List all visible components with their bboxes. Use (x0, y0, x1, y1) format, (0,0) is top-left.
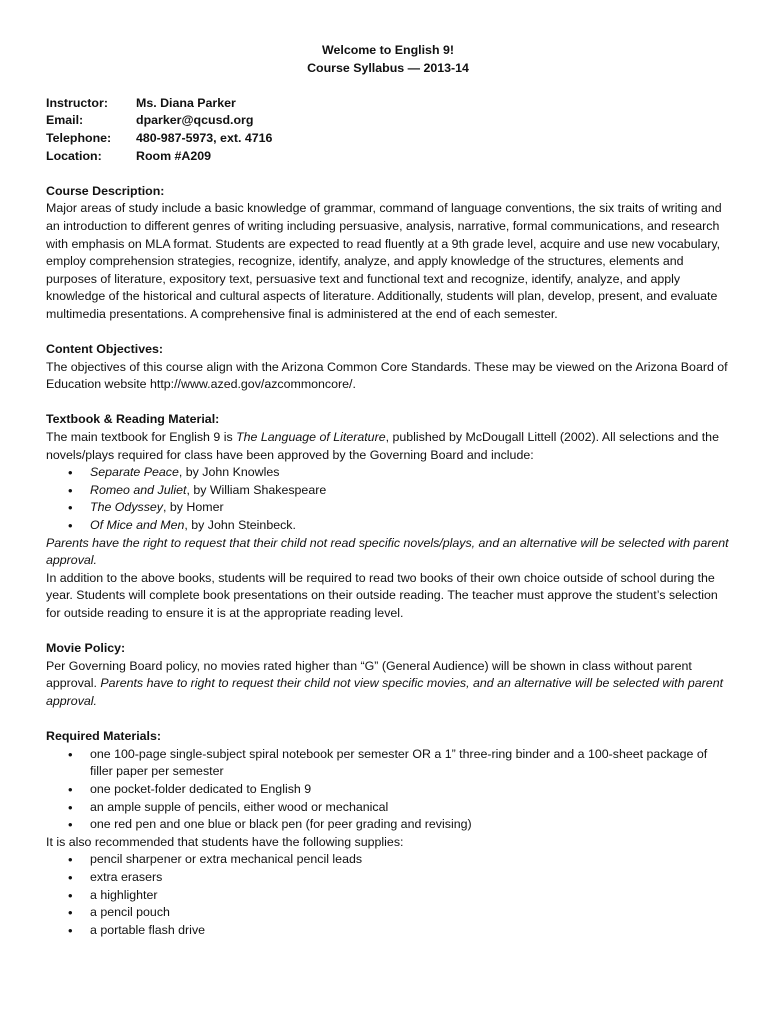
book-author: , by John Steinbeck. (184, 518, 296, 533)
title-line-1: Welcome to English 9! (322, 43, 454, 57)
info-label: Telephone: (46, 130, 112, 145)
book-author: , by John Knowles (178, 465, 280, 480)
book-title: Romeo and Juliet (90, 482, 187, 497)
recommended-intro: It is also recommended that students have the following supplies: (46, 834, 404, 849)
textbook-heading: Textbook & Reading Material: (46, 412, 220, 427)
title-line-2: Course Syllabus — 2013-14 (307, 60, 469, 75)
supplies-list-item: • pencil sharpener or extra mechanical pencil leads (46, 851, 730, 869)
course-description-heading: Course Description: (46, 183, 165, 198)
textbook-intro (46, 429, 730, 464)
required-materials-heading: Required Materials: (46, 729, 161, 744)
info-value: 480-987-5973, ext. 4716 (136, 130, 273, 145)
textbook-title: The Language of Literature (236, 430, 386, 445)
textbook-intro-before: The main textbook for English 9 is (46, 430, 237, 445)
recommended-supplies-list (46, 851, 730, 939)
instructor-info (46, 95, 730, 165)
materials-list-item: • one red pen and one blue or black pen (for peer grading and revising) (46, 816, 730, 834)
required-materials-list (46, 746, 730, 834)
book-title: Separate Peace (90, 465, 179, 480)
course-description-section (46, 183, 730, 324)
materials-list-item: • one pocket-folder dedicated to English 9 (46, 781, 730, 799)
book-title: The Odyssey (90, 500, 163, 515)
textbook-intro-after: , published by McDougall Littell (2002). All selections and the novels/plays required for class have been approved by the Governing Board and include: (46, 430, 719, 462)
book-list-item (46, 482, 730, 500)
info-label: Instructor: (46, 95, 108, 110)
book-author: , by William Shakespeare (186, 482, 327, 497)
materials-list-item: • an ample supple of pencils, either wood or mechanical (46, 799, 730, 817)
content-objectives-text: The objectives of this course align with the Arizona Common Core Standards. These may be viewed on the Arizona Board of Education website http://www.azed.gov/azcommoncore/. (46, 359, 728, 392)
info-row-email (46, 112, 730, 130)
movie-policy-italic: Parents have to right to request their child not view specific movies, and an alternative will be selected with parent approval. (46, 676, 724, 708)
book-list (46, 464, 730, 534)
course-description-text: Major areas of study include a basic knowledge of grammar, command of language conventions, the six traits of writing and an introduction to different genres of writing including persuasive, analysis, narrative, formal communications, and research with emphasis on MLA format. Students are expected to read fluently at a 9th grade level, acquire and use new vocabulary, employ comprehension strategies, recognize, identify, analyze, and apply knowledge of the structures, elements and purposes of literature, expository text, persuasive text and functional text and recognize, identify, analyze, and apply knowledge of the historical and cultural aspects of literature. Additionally, students will plan, develop, present, and evaluate multimedia presentations. A comprehensive final is administered at the end of each semester. (46, 201, 722, 321)
content-objectives-heading: Content Objectives: (46, 342, 164, 357)
movie-policy-text: Per Governing Board policy, no movies rated higher than “G” (General Audience) will be shown in class without parent approval. (46, 658, 692, 691)
book-list-item (46, 464, 730, 482)
info-value: dparker@qcusd.org (136, 113, 254, 128)
supplies-list-item: • a pencil pouch (46, 904, 730, 922)
parents-note-text: Parents have the right to request that their child not read specific novels/plays, and an alternative will be selected with parent approval. (46, 535, 729, 568)
info-label: Email: (46, 113, 84, 128)
document-title (46, 42, 730, 77)
supplies-list-item: • extra erasers (46, 869, 730, 887)
supplies-list-item: • a highlighter (46, 887, 730, 905)
content-objectives-section (46, 341, 730, 394)
book-list-item (46, 517, 730, 535)
supplies-list-item: • a portable flash drive (46, 922, 730, 940)
info-row-instructor (46, 95, 730, 113)
info-value: Room #A209 (136, 148, 212, 163)
book-list-item (46, 499, 730, 517)
parents-note (46, 535, 730, 570)
info-label: Location: (46, 148, 102, 163)
info-row-telephone (46, 130, 730, 148)
textbook-section (46, 411, 730, 622)
book-author: , by Homer (163, 500, 224, 515)
movie-policy-heading: Movie Policy: (46, 641, 126, 656)
book-title: Of Mice and Men (90, 518, 185, 533)
movie-policy-section (46, 640, 730, 710)
info-value: Ms. Diana Parker (136, 95, 236, 110)
outside-reading-text: In addition to the above books, students will be required to read two books of their own choice outside of school during the year. Students will complete book presentations on their outside reading. The teacher must approve the student’s selection for outside reading to ensure it is at the appropriate reading level. (46, 570, 718, 620)
materials-list-item: • one 100-page single-subject spiral notebook per semester OR a 1” three-ring binder and a 100-sheet package of filler paper per semester (46, 746, 730, 781)
required-materials-section (46, 728, 730, 939)
movie-policy-paragraph (46, 658, 730, 711)
info-row-location (46, 148, 730, 166)
